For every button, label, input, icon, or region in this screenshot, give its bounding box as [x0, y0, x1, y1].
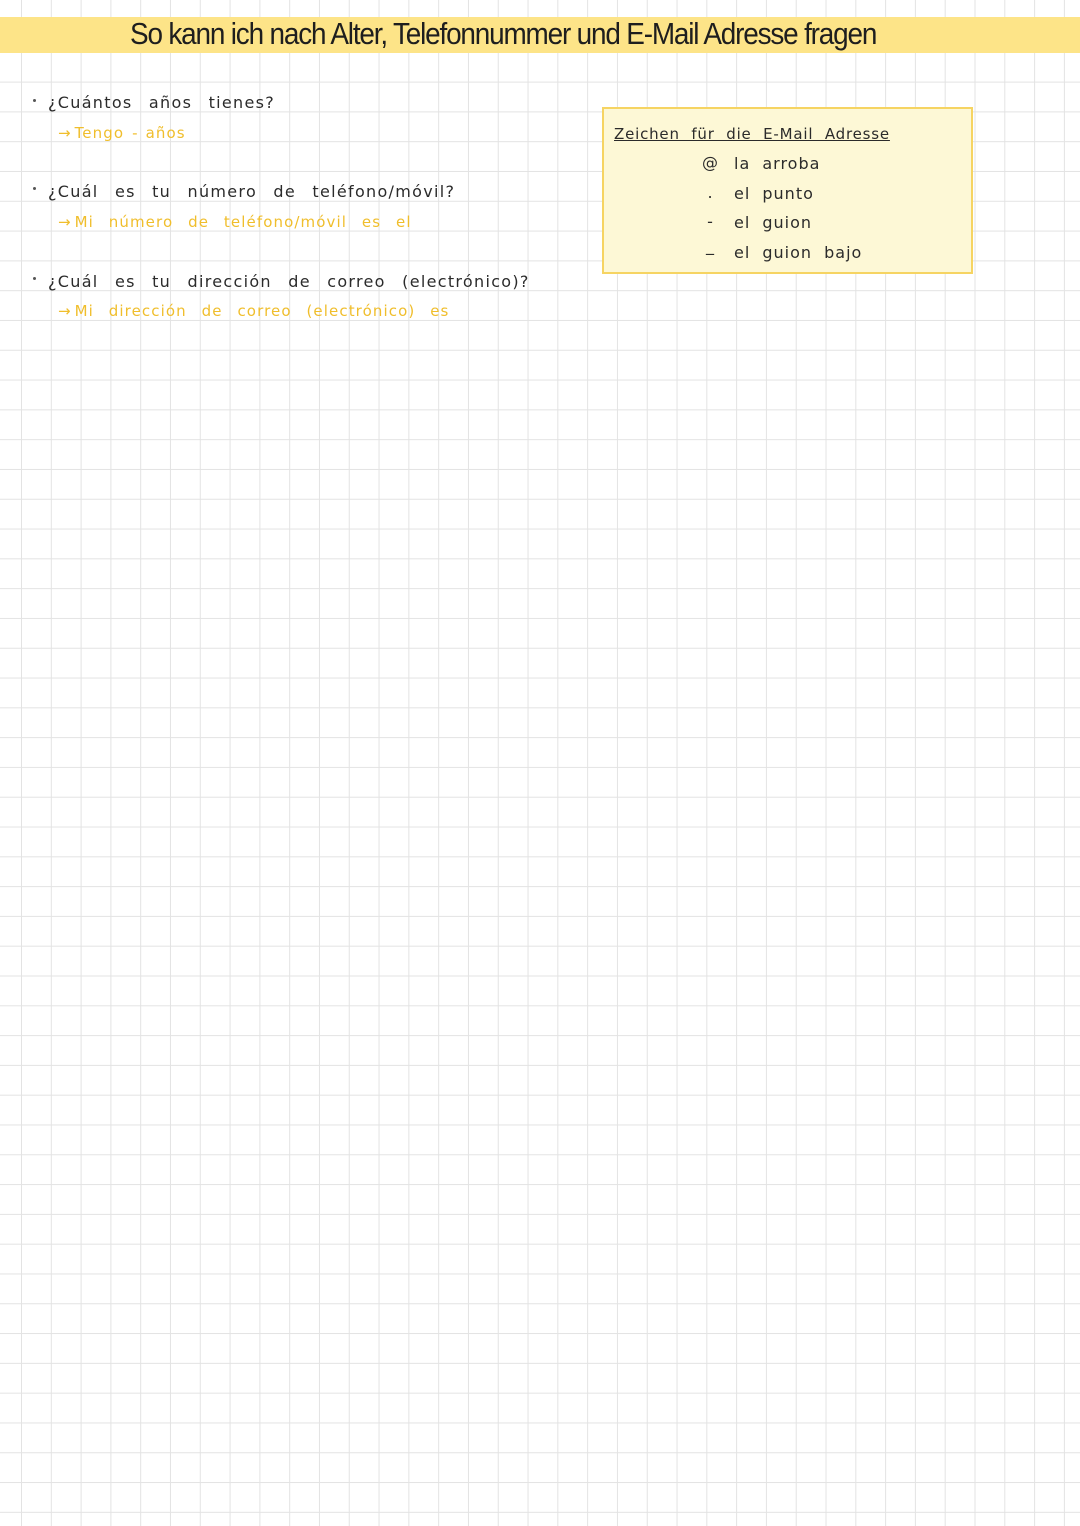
answer-age: [58, 124, 186, 142]
arrow-icon: →: [58, 124, 71, 142]
question-phone: ¿Cuál es tu número de teléfono/móvil?: [48, 182, 456, 201]
symbol-label-guion: el guion: [734, 213, 813, 232]
answer-phone: [58, 213, 412, 231]
page-title: So kann ich nach Alter, Telefonnummer und E-Mail Adresse fragen: [130, 16, 877, 51]
answer-age-start: Tengo: [74, 124, 125, 142]
dot-symbol: .: [707, 183, 713, 202]
symbol-label-guion-bajo: el guion bajo: [734, 243, 863, 262]
at-sign-symbol: @: [702, 153, 718, 172]
bullet-dot: [33, 187, 36, 190]
symbol-label-punto: el punto: [734, 184, 814, 203]
answer-phone-text: Mi número de teléfono/móvil es el: [74, 213, 412, 231]
email-symbols-box: [602, 107, 973, 274]
arrow-icon: →: [58, 302, 71, 320]
bullet-dot: [33, 277, 36, 280]
question-age: ¿Cuántos años tienes?: [48, 93, 276, 112]
answer-age-end: años: [145, 124, 186, 142]
question-email: ¿Cuál es tu dirección de correo (electrónico)?: [48, 272, 530, 291]
bullet-dot: [33, 99, 36, 102]
arrow-icon: →: [58, 213, 71, 231]
symbol-label-arroba: la arroba: [734, 154, 821, 173]
underscore-symbol: _: [706, 236, 714, 255]
answer-email-text: Mi dirección de correo (electrónico) es: [74, 302, 450, 320]
email-symbols-heading: Zeichen für die E-Mail Adresse: [614, 125, 890, 143]
answer-age-gap: -: [132, 124, 138, 142]
answer-email: [58, 302, 449, 320]
dash-symbol: -: [707, 212, 713, 231]
